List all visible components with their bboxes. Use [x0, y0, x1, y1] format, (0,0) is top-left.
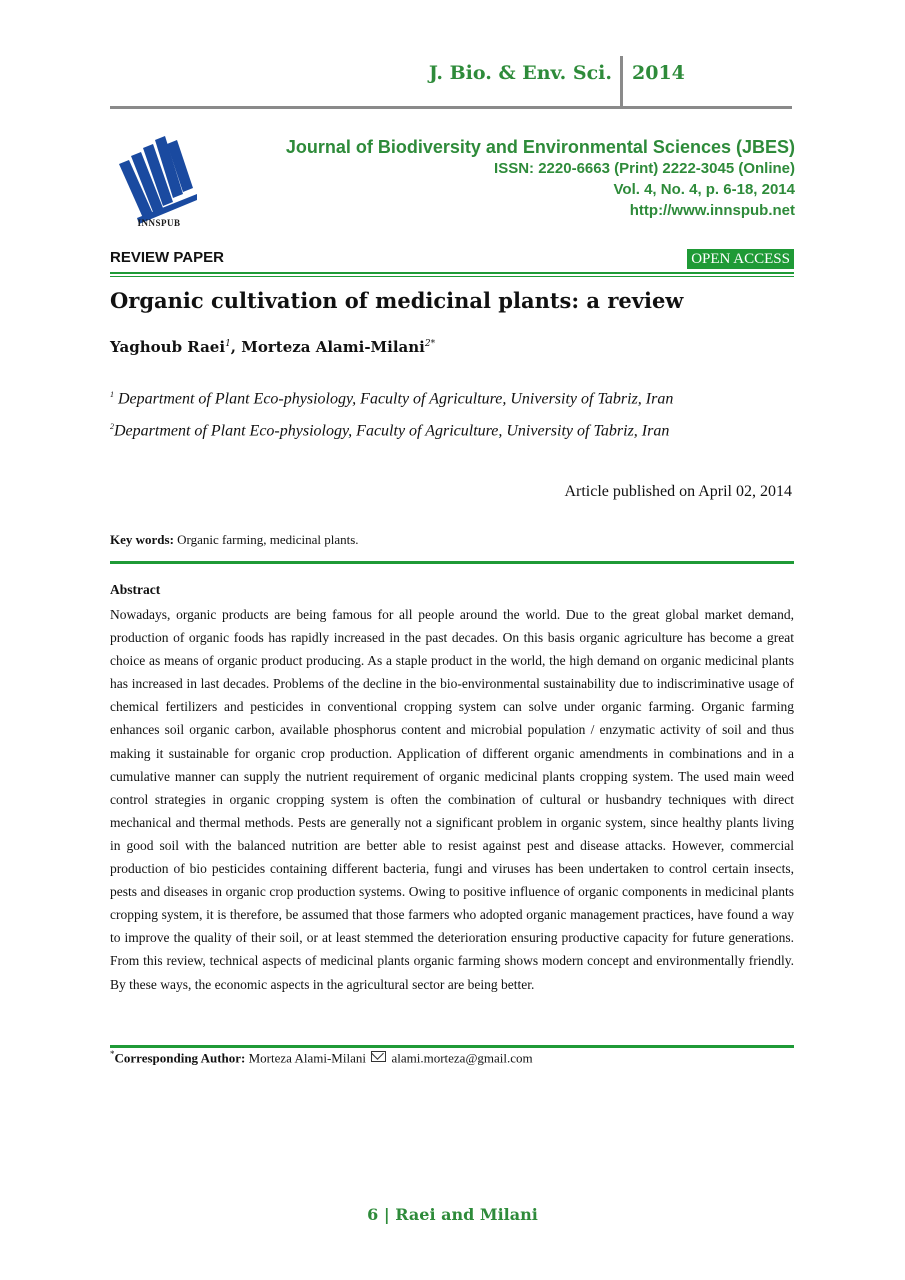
running-head [110, 56, 792, 106]
author-2-sup: 2* [424, 339, 436, 349]
logo-text: INNSPUB [137, 218, 181, 228]
journal-masthead [286, 136, 795, 221]
innspub-logo-icon [117, 134, 201, 230]
journal-volume: Vol. 4, No. 4, p. 6-18, 2014 [613, 181, 795, 198]
keywords-rule [110, 561, 794, 564]
affiliation-2-text: Department of Plant Eco-physiology, Faculty of Agriculture, University of Tabriz, Iran [114, 422, 670, 440]
abstract-text: Nowadays, organic products are being famous for all people around the world. Due to the great global market demand, production of organic foods has rapidly increased in the past decades. On this basis organic agriculture has become a great choice as means of organic product producing. As a staple product in the world, the high demand on organic medicinal plants has increased in last decades. Problems of the decline in the bio-environmental sustainability due to indiscriminative usage of chemical fertilizers and pesticides in conventional cropping system can solve under organic farming. Organic farming enhances soil organic carbon, available phosphorus content and microbial population / enzymatic activity of soil and thus making it sustainable for organic crop production. Application of different organic amendments in combinations and in a cumulative manner can supply the nutrient requirement of organic medicinal plants cropping system. The used main weed control strategies in organic cropping system is often the combination of cultural or husbandry techniques with direct mechanical and thermal methods. Pests are generally not a significant problem in organic system, since healthy plants living in good soil with the balanced nutrition are better able to resist against pest and disease attacks. However, commercial production of bio pesticides containing different bacteria, fungi and viruses has been undertaken to control certain insects, pests and diseases in organic crop production systems. Owing to positive influence of organic components in medicinal plants cropping system, it is therefore, be assumed that those farmers who adopted organic management practices, have found a way to improve the quality of their soil, or at least stemmed the deterioration ensuring productive capacity for future generations. From this review, technical aspects of medicinal plants organic farming shows modern concept and environmentally friendly. By these ways, the economic aspects in the agricultural sector are being better. [110, 607, 794, 992]
author-1: Yaghoub Raei [110, 338, 226, 356]
affiliation-2-sup: 2 [110, 422, 114, 431]
type-rule [110, 272, 794, 274]
keywords-text: Organic farming, medicinal plants. [173, 532, 359, 547]
author-separator: , [230, 338, 242, 356]
running-head-divider [620, 56, 623, 106]
affiliation-1 [110, 390, 673, 408]
journal-url[interactable]: http://www.innspub.net [629, 202, 795, 219]
affiliation-1-sup: 1 [110, 390, 114, 399]
corresponding-author [110, 1049, 533, 1066]
header-rule [110, 106, 792, 109]
running-head-year: 2014 [632, 62, 685, 84]
affiliation-2 [110, 422, 669, 440]
running-head-journal: J. Bio. & Env. Sci. [428, 62, 612, 84]
article-title: Organic cultivation of medicinal plants: a review [110, 288, 684, 313]
open-access-badge: OPEN ACCESS [687, 249, 794, 269]
publication-date: Article published on April 02, 2014 [564, 483, 792, 500]
type-rule-thin [110, 276, 794, 277]
page-footer: 6 | Raei and Milani [367, 1205, 538, 1224]
affiliation-1-text: Department of Plant Eco-physiology, Faculty of Agriculture, University of Tabriz, Iran [114, 390, 674, 408]
corresponding-label: Corresponding Author: [114, 1050, 246, 1066]
author-list [110, 338, 435, 356]
article-type-row [110, 248, 794, 274]
mail-icon [371, 1051, 386, 1062]
corresponding-sup: * [110, 1049, 115, 1059]
corresponding-email[interactable]: alami.morteza@gmail.com [388, 1050, 533, 1066]
keywords [110, 532, 359, 548]
abstract-rule [110, 1045, 794, 1048]
keywords-label: Key words: [110, 532, 174, 547]
abstract-heading: Abstract [110, 582, 161, 597]
journal-issn: ISSN: 2220-6663 (Print) 2222-3045 (Online) [494, 160, 795, 177]
journal-name: Journal of Biodiversity and Environmental Sciences (JBES) [285, 137, 795, 157]
article-type-label: REVIEW PAPER [110, 249, 224, 266]
corresponding-name: Morteza Alami-Milani [245, 1050, 370, 1066]
author-2: Morteza Alami-Milani [241, 338, 425, 356]
author-1-sup: 1 [225, 339, 231, 349]
